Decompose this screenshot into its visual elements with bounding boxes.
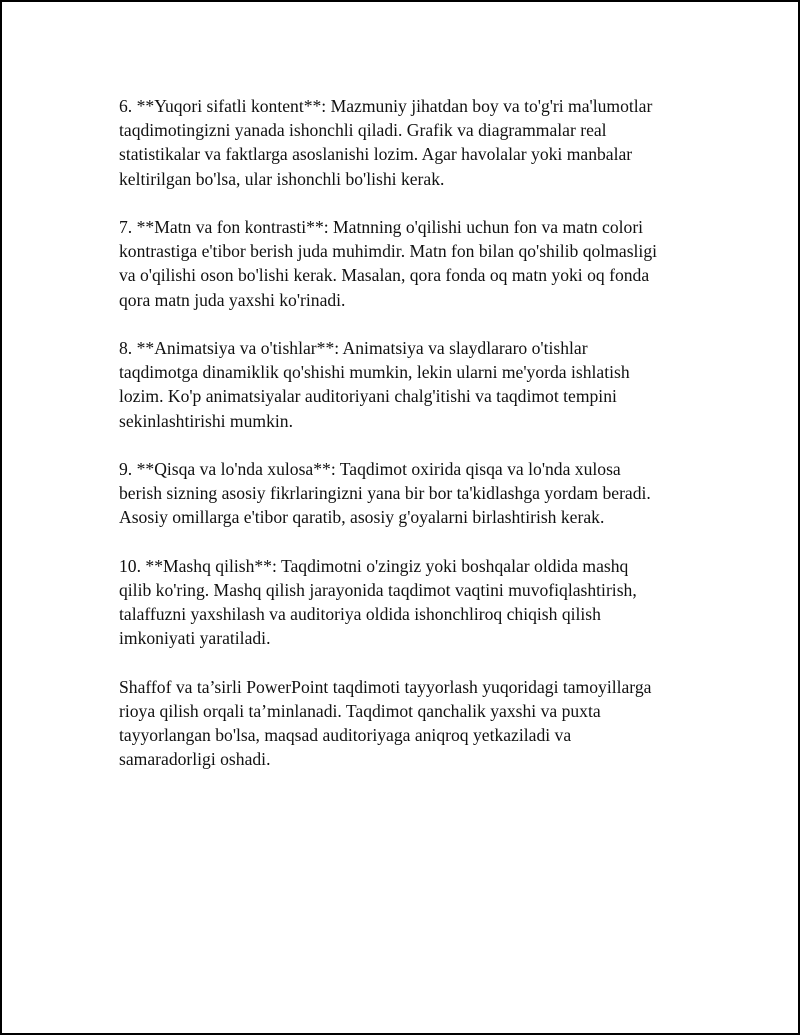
paragraph-item-10: 10. **Mashq qilish**: Taqdimotni o'zingiz yoki boshqalar oldida mashq qilib ko'ring. Mashq qilish jarayonida taqdimot vaqtini muvofiqlashtirish, talaffuzni yaxshilash va auditoriya oldida ishonchliroq chiqish qilish imkoniyati yaratiladi. bbox=[119, 555, 637, 649]
paragraph-item-7: 7. **Matn va fon kontrasti**: Matnning o'qilishi uchun fon va matn colori kontrastiga e'tibor berish juda muhimdir. Matn fon bilan qo'shilib qolmasligi va o'qilishi oson bo'lishi kerak. Masalan, qora fonda oq matn yoki oq fonda qora matn juda yaxshi ko'rinadi. bbox=[119, 217, 658, 310]
paragraph-item-8: 8. **Animatsiya va o'tishlar**: Animatsiya va slaydlararo o'tishlar taqdimotga dinamiklik qo'shishi mumkin, lekin ularni me'yorda ishlatish lozim. Ko'p animatsiyalar auditoriyani chalg'itishi va taqdimot tempini sekinlashtirishi mumkin. bbox=[119, 338, 630, 431]
document-body bbox=[119, 94, 699, 796]
conclusion-paragraph: Shaffof va ta’sirli PowerPoint taqdimoti tayyorlash yuqoridagi tamoyillarga rioya qilish orqali ta’minlanadi. Taqdimot qanchalik yaxshi va puxta tayyorlangan bo'lsa, maqsad auditoriyaga aniqroq yetkaziladi va samaradorligi oshadi. bbox=[119, 676, 652, 770]
paragraph-item-6: 6. **Yuqori sifatli kontent**: Mazmuniy jihatdan boy va to'g'ri ma'lumotlar taqdimotingizni yanada ishonchli qiladi. Grafik va diagrammalar real statistikalar va faktlarga asoslanishi lozim. Agar havolalar yoki manbalar keltirilgan bo'lsa, ular ishonchli bo'lishi kerak. bbox=[119, 96, 653, 189]
paragraph-item-9: 9. **Qisqa va lo'nda xulosa**: Taqdimot oxirida qisqa va lo'nda xulosa berish sizning asosiy fikrlaringizni yana bir bor ta'kidlashga yordam beradi. Asosiy omillarga e'tibor qaratib, asosiy g'oyalarni birlashtirish kerak. bbox=[119, 459, 651, 528]
